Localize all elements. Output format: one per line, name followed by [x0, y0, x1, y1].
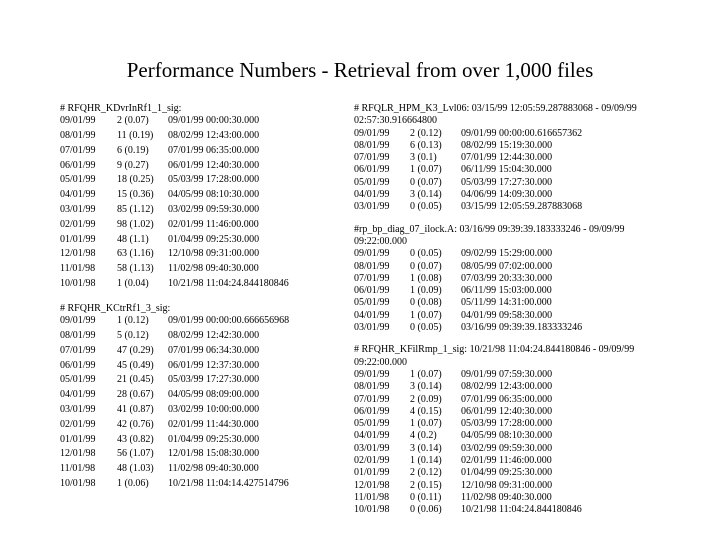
table-row	[60, 463, 350, 478]
table-row	[354, 177, 674, 189]
signal-block	[60, 103, 350, 293]
month-cell: 05/01/99	[60, 174, 96, 186]
table-row	[60, 374, 350, 389]
count-cell: 41 (0.87)	[117, 403, 154, 415]
month-cell: 08/01/99	[354, 381, 390, 393]
month-cell: 04/01/99	[60, 389, 96, 401]
month-cell: 09/01/99	[354, 127, 390, 139]
signal-heading: # RFQHR_KDvrInRf1_1_sig:	[60, 103, 182, 114]
table-row	[354, 504, 674, 516]
table-row	[60, 419, 350, 434]
month-cell: 02/01/99	[60, 418, 96, 430]
timestamp-cell: 12/10/98 09:31:00.000	[168, 248, 260, 260]
table-row	[60, 219, 350, 234]
timestamp-cell: 01/04/99 09:25:30.000	[461, 467, 553, 479]
count-cell: 1 (0.07)	[410, 368, 442, 380]
page-title: Performance Numbers - Retrieval from over 1,000 files	[126, 58, 594, 82]
table-row	[354, 152, 674, 164]
month-cell: 11/01/98	[60, 463, 96, 475]
month-cell: 06/01/99	[354, 405, 390, 417]
count-cell: 0 (0.05)	[410, 248, 442, 260]
table-row	[354, 455, 674, 467]
month-cell: 07/01/99	[354, 272, 390, 284]
table-row	[354, 467, 674, 479]
table-row	[354, 285, 674, 297]
month-cell: 10/01/98	[354, 504, 390, 516]
month-cell: 05/01/99	[60, 374, 96, 386]
table-row	[60, 315, 350, 330]
count-cell: 1 (0.08)	[410, 272, 442, 284]
table-row	[354, 369, 674, 381]
count-cell: 11 (0.19)	[117, 130, 154, 142]
month-cell: 07/01/99	[60, 144, 96, 156]
month-cell: 08/01/99	[354, 139, 390, 151]
count-cell: 1 (0.07)	[410, 164, 442, 176]
table-row	[354, 273, 674, 285]
month-cell: 06/01/99	[60, 359, 96, 371]
month-cell: 10/01/98	[60, 278, 96, 290]
timestamp-cell: 08/05/99 07:02:00.000	[461, 260, 553, 272]
month-cell: 02/01/99	[354, 455, 390, 467]
month-cell: 07/01/99	[354, 152, 390, 164]
count-cell: 47 (0.29)	[117, 344, 154, 356]
signal-block	[354, 103, 674, 214]
timestamp-cell: 07/01/99 06:35:00.000	[168, 144, 260, 156]
count-cell: 56 (1.07)	[117, 448, 154, 460]
month-cell: 01/01/99	[60, 233, 96, 245]
month-cell: 08/01/99	[60, 130, 96, 142]
count-cell: 0 (0.08)	[410, 297, 442, 309]
timestamp-cell: 07/01/99 06:35:00.000	[461, 393, 553, 405]
count-cell: 85 (1.12)	[117, 204, 154, 216]
count-cell: 3 (0.1)	[410, 152, 437, 164]
table-row	[354, 261, 674, 273]
table-row	[60, 434, 350, 449]
count-cell: 9 (0.27)	[117, 159, 149, 171]
timestamp-cell: 06/11/99 15:03:00.000	[461, 285, 552, 297]
table-row	[354, 322, 674, 334]
month-cell: 03/01/99	[60, 204, 96, 216]
timestamp-cell: 02/01/99 11:46:00.000	[461, 455, 552, 467]
count-cell: 1 (0.14)	[410, 455, 442, 467]
timestamp-cell: 09/01/99 07:59:30.000	[461, 368, 553, 380]
month-cell: 04/01/99	[354, 309, 390, 321]
timestamp-cell: 10/21/98 11:04:24.844180846	[461, 504, 582, 516]
count-cell: 3 (0.14)	[410, 189, 442, 201]
count-cell: 63 (1.16)	[117, 248, 154, 260]
table-row	[354, 418, 674, 430]
month-cell: 01/01/99	[354, 467, 390, 479]
month-cell: 05/01/99	[354, 176, 390, 188]
month-cell: 07/01/99	[60, 344, 96, 356]
table-row	[60, 204, 350, 219]
timestamp-cell: 03/02/99 10:00:00.000	[168, 403, 260, 415]
timestamp-cell: 07/01/99 12:44:30.000	[461, 152, 553, 164]
signal-block	[354, 344, 674, 516]
count-cell: 42 (0.76)	[117, 418, 154, 430]
count-cell: 0 (0.11)	[410, 491, 442, 503]
count-cell: 45 (0.49)	[117, 359, 154, 371]
signal-heading: # RFQLR_HPM_K3_Lvl06: 03/15/99 12:05:59.287883068 - 09/09/99 02:57:30.916664800	[354, 103, 637, 127]
count-cell: 48 (1.1)	[117, 233, 149, 245]
month-cell: 08/01/99	[354, 260, 390, 272]
timestamp-cell: 08/02/99 12:43:00.000	[168, 130, 260, 142]
table-row	[60, 389, 350, 404]
month-cell: 01/01/99	[60, 433, 96, 445]
count-cell: 3 (0.14)	[410, 442, 442, 454]
month-cell: 04/01/99	[354, 430, 390, 442]
timestamp-cell: 06/11/99 15:04:30.000	[461, 164, 552, 176]
count-cell: 5 (0.12)	[117, 329, 149, 341]
month-cell: 08/01/99	[60, 329, 96, 341]
count-cell: 15 (0.36)	[117, 189, 154, 201]
timestamp-cell: 09/01/99 00:00:00.666656968	[168, 315, 290, 327]
timestamp-cell: 03/16/99 09:39:39.183333246	[461, 322, 583, 334]
timestamp-cell: 09/01/99 00:00:30.000	[168, 115, 260, 127]
count-cell: 2 (0.09)	[410, 393, 442, 405]
timestamp-cell: 04/05/99 08:10:30.000	[168, 189, 260, 201]
count-cell: 0 (0.06)	[410, 504, 442, 516]
table-row	[60, 189, 350, 204]
table-row	[354, 189, 674, 201]
month-cell: 11/01/98	[60, 263, 96, 275]
timestamp-cell: 04/05/99 08:10:30.000	[461, 430, 553, 442]
table-row	[60, 345, 350, 360]
timestamp-cell: 11/02/98 09:40:30.000	[168, 263, 259, 275]
table-row	[354, 381, 674, 393]
table-row	[60, 478, 350, 493]
count-cell: 4 (0.2)	[410, 430, 437, 442]
count-cell: 48 (1.03)	[117, 463, 154, 475]
timestamp-cell: 01/04/99 09:25:30.000	[168, 433, 260, 445]
month-cell: 04/01/99	[354, 189, 390, 201]
month-cell: 05/01/99	[354, 297, 390, 309]
count-cell: 0 (0.05)	[410, 322, 442, 334]
count-cell: 43 (0.82)	[117, 433, 154, 445]
count-cell: 28 (0.67)	[117, 389, 154, 401]
timestamp-cell: 04/05/99 08:09:00.000	[168, 389, 260, 401]
month-cell: 03/01/99	[60, 403, 96, 415]
table-row	[60, 404, 350, 419]
count-cell: 1 (0.07)	[410, 309, 442, 321]
timestamp-cell: 06/01/99 12:40:30.000	[461, 405, 553, 417]
timestamp-cell: 09/01/99 00:00:00.616657362	[461, 127, 583, 139]
month-cell: 10/01/98	[60, 477, 96, 489]
table-row	[60, 278, 350, 293]
table-row	[354, 480, 674, 492]
month-cell: 12/01/98	[60, 448, 96, 460]
month-cell: 09/01/99	[60, 115, 96, 127]
table-row	[354, 430, 674, 442]
count-cell: 1 (0.07)	[410, 418, 442, 430]
table-row	[60, 145, 350, 160]
month-cell: 04/01/99	[60, 189, 96, 201]
count-cell: 0 (0.07)	[410, 260, 442, 272]
count-cell: 2 (0.12)	[410, 467, 442, 479]
right-column	[354, 103, 674, 517]
timestamp-cell: 05/03/99 17:27:30.000	[461, 176, 553, 188]
count-cell: 98 (1.02)	[117, 218, 154, 230]
timestamp-cell: 06/01/99 12:37:30.000	[168, 359, 260, 371]
month-cell: 03/01/99	[354, 442, 390, 454]
timestamp-cell: 08/02/99 12:43:00.000	[461, 381, 553, 393]
table-row	[60, 263, 350, 278]
count-cell: 21 (0.45)	[117, 374, 154, 386]
table-row	[60, 360, 350, 375]
timestamp-cell: 03/15/99 12:05:59.287883068	[461, 201, 583, 213]
count-cell: 4 (0.15)	[410, 405, 442, 417]
month-cell: 12/01/98	[354, 479, 390, 491]
table-row	[354, 492, 674, 504]
timestamp-cell: 05/03/99 17:28:00.000	[168, 174, 260, 186]
table-row	[354, 443, 674, 455]
left-column	[60, 103, 350, 493]
table-row	[60, 174, 350, 189]
timestamp-cell: 11/02/98 09:40:30.000	[168, 463, 259, 475]
month-cell: 11/01/98	[354, 491, 390, 503]
timestamp-cell: 08/02/99 12:42:30.000	[168, 329, 260, 341]
timestamp-cell: 03/02/99 09:59:30.000	[168, 204, 260, 216]
signal-heading: #rp_bp_diag_07_ilock.A: 03/16/99 09:39:39.183333246 - 09/09/99 09:22:00.000	[354, 223, 625, 247]
signal-block	[354, 224, 674, 335]
table-row	[354, 164, 674, 176]
month-cell: 07/01/99	[354, 393, 390, 405]
count-cell: 1 (0.06)	[117, 477, 149, 489]
table-row	[60, 448, 350, 463]
month-cell: 03/01/99	[354, 322, 390, 334]
table-row	[354, 297, 674, 309]
timestamp-cell: 02/01/99 11:44:30.000	[168, 418, 259, 430]
month-cell: 05/01/99	[354, 418, 390, 430]
month-cell: 02/01/99	[60, 218, 96, 230]
table-row	[60, 115, 350, 130]
count-cell: 18 (0.25)	[117, 174, 154, 186]
month-cell: 12/01/98	[60, 248, 96, 260]
signal-heading: # RFQHR_KFilRmp_1_sig: 10/21/98 11:04:24.844180846 - 09/09/99 09:22:00.000	[354, 344, 635, 368]
timestamp-cell: 10/21/98 11:04:14.427514796	[168, 477, 289, 489]
timestamp-cell: 11/02/98 09:40:30.000	[461, 491, 552, 503]
count-cell: 6 (0.19)	[117, 144, 149, 156]
timestamp-cell: 05/11/99 14:31:00.000	[461, 297, 552, 309]
count-cell: 6 (0.13)	[410, 139, 442, 151]
timestamp-cell: 10/21/98 11:04:24.844180846	[168, 278, 289, 290]
table-row	[354, 248, 674, 260]
table-row	[354, 310, 674, 322]
timestamp-cell: 04/01/99 09:58:30.000	[461, 309, 553, 321]
count-cell: 2 (0.12)	[410, 127, 442, 139]
month-cell: 06/01/99	[354, 285, 390, 297]
table-row	[354, 201, 674, 213]
table-row	[60, 130, 350, 145]
timestamp-cell: 02/01/99 11:46:00.000	[168, 218, 259, 230]
timestamp-cell: 04/06/99 14:09:30.000	[461, 189, 553, 201]
timestamp-cell: 12/10/98 09:31:00.000	[461, 479, 553, 491]
timestamp-cell: 05/03/99 17:27:30.000	[168, 374, 260, 386]
month-cell: 06/01/99	[60, 159, 96, 171]
count-cell: 0 (0.07)	[410, 176, 442, 188]
timestamp-cell: 06/01/99 12:40:30.000	[168, 159, 260, 171]
timestamp-cell: 12/01/98 15:08:30.000	[168, 448, 260, 460]
timestamp-cell: 01/04/99 09:25:30.000	[168, 233, 260, 245]
timestamp-cell: 07/01/99 06:34:30.000	[168, 344, 260, 356]
count-cell: 2 (0.15)	[410, 479, 442, 491]
timestamp-cell: 05/03/99 17:28:00.000	[461, 418, 553, 430]
timestamp-cell: 08/02/99 15:19:30.000	[461, 139, 553, 151]
signal-block	[60, 303, 350, 493]
count-cell: 1 (0.04)	[117, 278, 149, 290]
signal-heading: # RFQHR_KCtrRf1_3_sig:	[60, 302, 171, 314]
count-cell: 1 (0.09)	[410, 285, 442, 297]
table-row	[60, 234, 350, 249]
month-cell: 06/01/99	[354, 164, 390, 176]
timestamp-cell: 07/03/99 20:33:30.000	[461, 272, 553, 284]
month-cell: 09/01/99	[60, 315, 96, 327]
count-cell: 2 (0.07)	[117, 115, 149, 127]
timestamp-cell: 09/02/99 15:29:00.000	[461, 248, 553, 260]
count-cell: 3 (0.14)	[410, 381, 442, 393]
table-row	[60, 160, 350, 175]
table-row	[60, 248, 350, 263]
month-cell: 09/01/99	[354, 248, 390, 260]
month-cell: 09/01/99	[354, 368, 390, 380]
count-cell: 1 (0.12)	[117, 315, 149, 327]
month-cell: 03/01/99	[354, 201, 390, 213]
table-row	[60, 330, 350, 345]
count-cell: 58 (1.13)	[117, 263, 154, 275]
table-row	[354, 128, 674, 140]
timestamp-cell: 03/02/99 09:59:30.000	[461, 442, 553, 454]
table-row	[354, 394, 674, 406]
table-row	[354, 406, 674, 418]
table-row	[354, 140, 674, 152]
count-cell: 0 (0.05)	[410, 201, 442, 213]
